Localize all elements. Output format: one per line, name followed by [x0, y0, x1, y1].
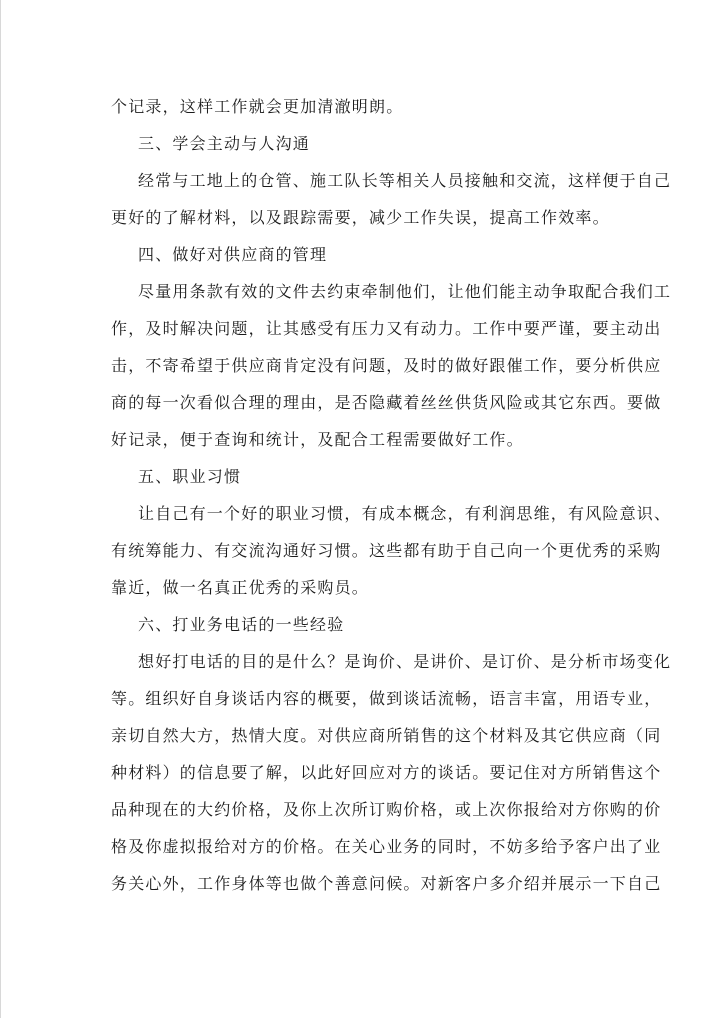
paragraph-line: 好记录，便于查询和统计，及配合工程需要做好工作。 [111, 430, 524, 449]
paragraph-line: 种材料）的信息要了解，以此好回应对方的谈话。要记住对方所销售这个 [111, 763, 662, 782]
paragraph-line: 击，不寄希望于供应商肯定没有问题，及时的做好跟催工作，要分析供应 [111, 356, 662, 375]
section-heading-3: 三、学会主动与人沟通 [138, 134, 311, 153]
paragraph-line: 等。组织好自身谈话内容的概要，做到谈话流畅，语言丰富，用语专业， [111, 689, 662, 708]
paragraph-line: 品种现在的大约价格，及你上次所订购价格，或上次你报给对方你购的价 [111, 800, 662, 819]
paragraph-line: 更好的了解材料，以及跟踪需要，减少工作失误，提高工作效率。 [111, 208, 610, 227]
section-heading-4: 四、做好对供应商的管理 [138, 245, 328, 264]
document-body [111, 88, 672, 902]
paragraph-line: 经常与工地上的仓管、施工队长等相关人员接触和交流，这样便于自己 [138, 171, 672, 190]
paragraph-line: 作，及时解决问题，让其感受有压力又有动力。工作中要严谨，要主动出 [111, 319, 662, 338]
paragraph-line: 让自己有一个好的职业习惯，有成本概念，有利润思维，有风险意识、 [138, 504, 672, 523]
paragraph-line: 务关心外，工作身体等也做个善意问候。对新客户多介绍并展示一下自己 [111, 874, 662, 893]
paragraph-line: 想好打电话的目的是什么？是询价、是讲价、是订价、是分析市场变化 [138, 652, 672, 671]
section-heading-5: 五、职业习惯 [138, 467, 242, 486]
paragraph-line: 商的每一次看似合理的理由，是否隐藏着丝丝供货风险或其它东西。要做 [111, 393, 662, 412]
paragraph-line: 有统筹能力、有交流沟通好习惯。这些都有助于自己向一个更优秀的采购 [111, 541, 662, 560]
paragraph-line: 格及你虚拟报给对方的价格。在关心业务的同时，不妨多给予客户出了业 [111, 837, 662, 856]
paragraph-line: 尽量用条款有效的文件去约束牵制他们，让他们能主动争取配合我们工 [138, 282, 672, 301]
paragraph-line: 靠近，做一名真正优秀的采购员。 [111, 578, 370, 597]
continuation-line: 个记录，这样工作就会更加清澈明朗。 [111, 97, 404, 116]
section-heading-6: 六、打业务电话的一些经验 [138, 615, 345, 634]
paragraph-line: 亲切自然大方，热情大度。对供应商所销售的这个材料及其它供应商（同 [111, 726, 662, 745]
